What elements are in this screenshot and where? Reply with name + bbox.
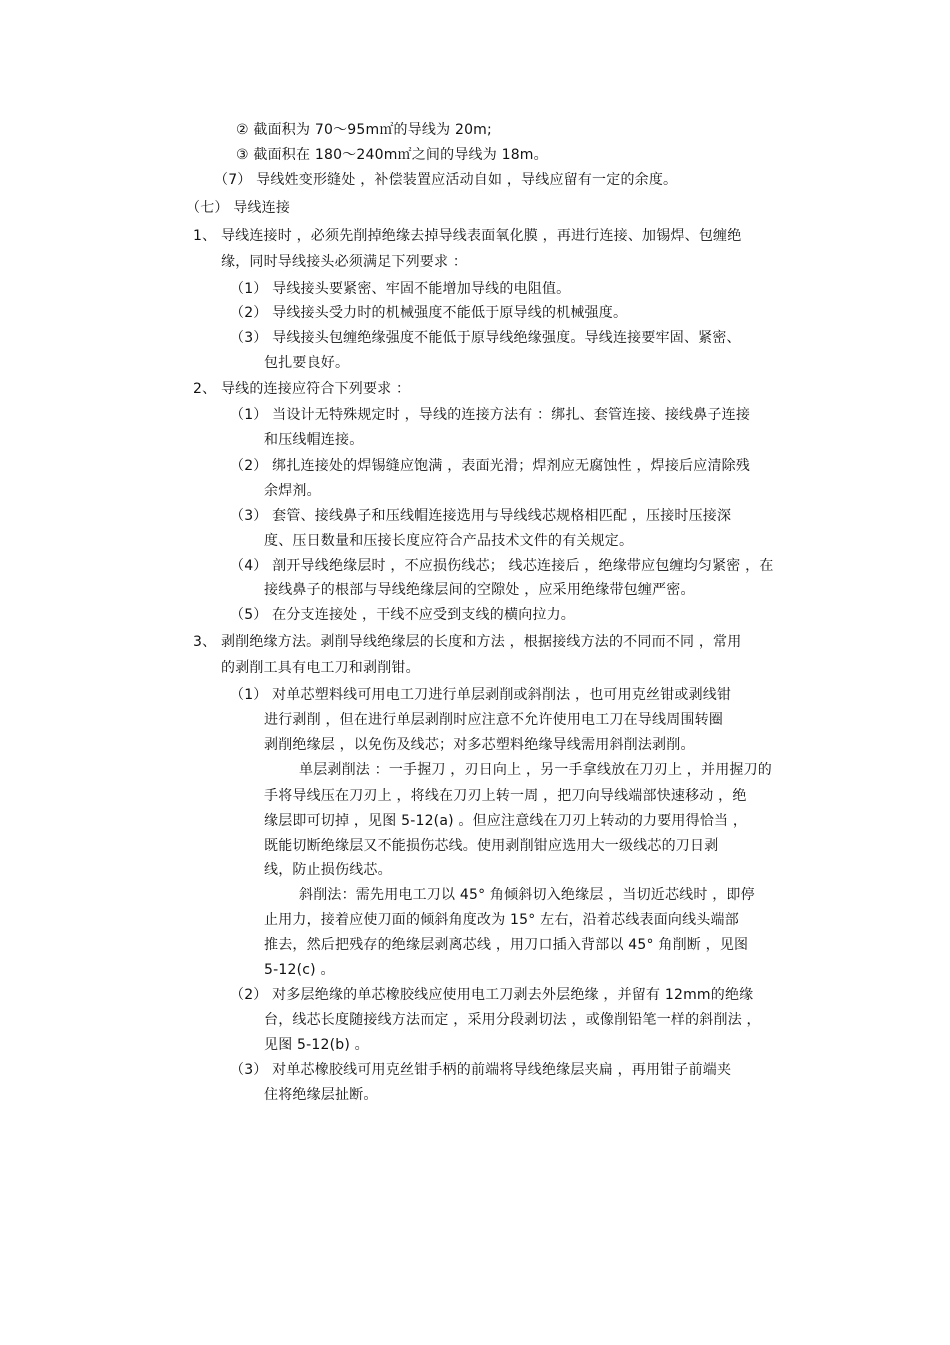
text-line: 既能切断绝缘层又不能损伤芯线。使用剥削钳应选用大一级线芯的刀日剥 bbox=[264, 838, 719, 854]
text-line: 线，防止损伤线芯。 bbox=[264, 862, 392, 878]
text-line: （3） 套管、接线鼻子和压线帽连接选用与导线线芯规格相匹配 ，压接时压接深 bbox=[230, 508, 732, 524]
text-line: 缘层即可切掉 ，见图 5-12(a) 。但应注意线在刀刃上转动的力要用得恰当 ， bbox=[264, 813, 748, 829]
text-line: 住将绝缘层扯断。 bbox=[264, 1087, 378, 1103]
text-line: ② 截面积为 70～95m㎡的导线为 20m; bbox=[236, 122, 492, 138]
text-line: （3） 导线接头包缠绝缘强度不能低于原导线绝缘强度。导线连接要牢固、紧密、 bbox=[230, 330, 741, 346]
section-heading: （七） 导线连接 bbox=[186, 200, 291, 216]
text-line: 手将导线压在刀刃上 ，将线在刀刃上转一周 ，把刀向导线端部快速移动 ，绝 bbox=[264, 788, 747, 804]
text-line: （2） 对多层绝缘的单芯橡胶线应使用电工刀剥去外层绝缘 ，并留有 12mm的绝缘 bbox=[230, 987, 754, 1003]
text-line: 1、 导线连接时 ，必须先削掉绝缘去掉导线表面氧化膜 ，再进行连接、加锡焊、包缠绝 bbox=[193, 228, 742, 244]
text-line: （1） 对单芯塑料线可用电工刀进行单层剥削或斜削法 ，也可用克丝钳或剥线钳 bbox=[230, 687, 732, 703]
text-line: 和压线帽连接。 bbox=[264, 432, 364, 448]
text-line: 2、 导线的连接应符合下列要求 ： bbox=[193, 381, 411, 397]
text-line: 余焊剂。 bbox=[264, 483, 321, 499]
text-line: 见图 5-12(b) 。 bbox=[264, 1037, 369, 1053]
text-line: （2） 导线接头受力时的机械强度不能低于原导线的机械强度。 bbox=[230, 305, 628, 321]
text-line: 3、 剥削绝缘方法。剥削导线绝缘层的长度和方法 ，根据接线方法的不同而不同 ，常用 bbox=[193, 634, 742, 650]
text-line: 台，线芯长度随接线方法而定 ，采用分段剥切法 ，或像削铅笔一样的斜削法 ， bbox=[264, 1012, 761, 1028]
text-line: 包扎要良好。 bbox=[264, 355, 350, 371]
text-line: 接线鼻子的根部与导线绝缘层间的空隙处 ，应采用绝缘带包缠严密。 bbox=[264, 582, 695, 598]
text-line: （2） 绑扎连接处的焊锡缝应饱满 ，表面光滑；焊剂应无腐蚀性 ，焊接后应清除残 bbox=[230, 458, 751, 474]
text-line: 推去，然后把残存的绝缘层剥离芯线 ，用刀口插入背部以 45° 角削断 ，见图 bbox=[264, 937, 749, 953]
text-line: （7） 导线姓变形缝处 ，补偿装置应活动自如 ，导线应留有一定的余度。 bbox=[214, 172, 678, 188]
text-line: 单层剥削法 ：一手握刀 ，刃日向上 ，另一手拿线放在刀刃上 ，并用握刀的 bbox=[299, 762, 772, 778]
text-line: 的剥削工具有电工刀和剥削钳。 bbox=[221, 660, 420, 676]
text-line: ③ 截面积在 180～240m㎡之间的导线为 18m。 bbox=[236, 147, 548, 163]
text-line: 进行剥削 ，但在进行单层剥削时应注意不允许使用电工刀在导线周围转圈 bbox=[264, 712, 724, 728]
text-line: 剥削绝缘层 ，以免伤及线芯；对多芯塑料绝缘导线需用斜削法剥削。 bbox=[264, 737, 695, 753]
text-line: （1） 导线接头要紧密、牢固不能增加导线的电阻值。 bbox=[230, 281, 571, 297]
text-line: 止用力，接着应使刀面的倾斜角度改为 15° 左右，沿着芯线表面向线头端部 bbox=[264, 912, 739, 928]
text-line: （3） 对单芯橡胶线可用克丝钳手柄的前端将导线绝缘层夹扁 ，再用钳子前端夹 bbox=[230, 1062, 732, 1078]
text-line: 度、压日数量和压接长度应符合产品技术文件的有关规定。 bbox=[264, 533, 634, 549]
text-line: 5-12(c) 。 bbox=[264, 962, 335, 978]
text-line: （1） 当设计无特殊规定时 ，导线的连接方法有 ：绑扎、套管连接、接线鼻子连接 bbox=[230, 407, 751, 423]
text-line: 缘，同时导线接头必须满足下列要求 ： bbox=[221, 254, 468, 270]
text-line: （4） 剖开导线绝缘层时 ，不应损伤线芯； 线芯连接后 ，绝缘带应包缠均匀紧密 ，在 bbox=[230, 558, 774, 574]
text-line: 斜削法：需先用电工刀以 45° 角倾斜切入绝缘层 ，当切近芯线时 ，即停 bbox=[299, 887, 755, 903]
text-line: （5） 在分支连接处 ，干线不应受到支线的横向拉力。 bbox=[230, 607, 576, 623]
